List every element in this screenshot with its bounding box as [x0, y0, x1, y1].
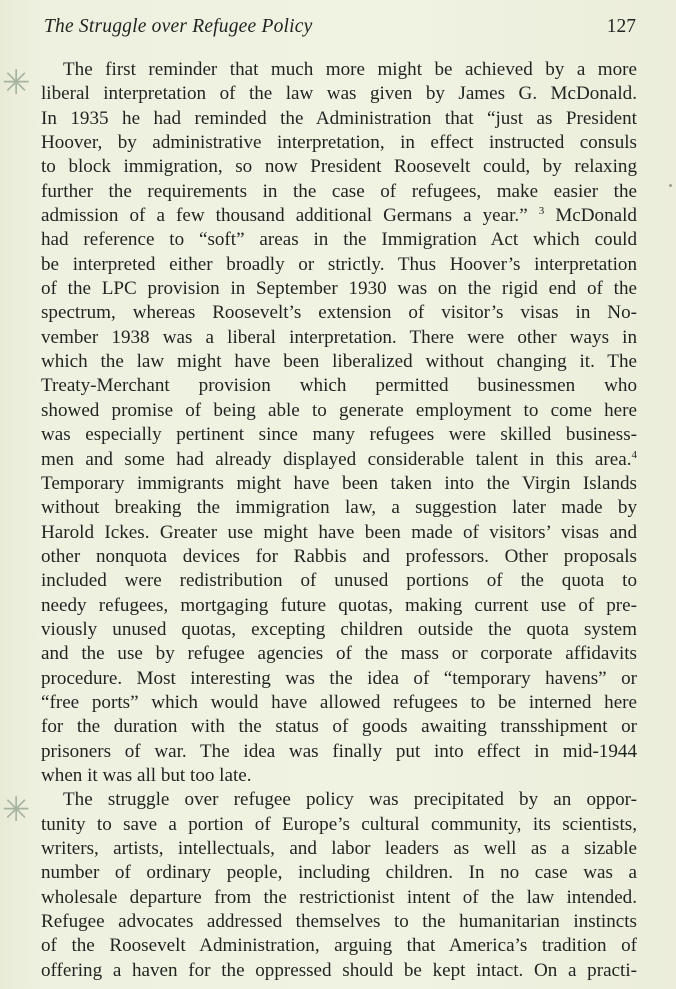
- text-line: was especially pertinent since many refugees were skilled business-: [41, 424, 637, 446]
- text-line: procedure. Most interesting was the idea of “temporary havens” or: [41, 667, 637, 689]
- text-line: Treaty-Merchant provision which permitted businessmen who: [41, 375, 637, 397]
- paragraph-1: [41, 58, 637, 788]
- text-line: In 1935 he had reminded the Administration that “just as President: [41, 107, 637, 129]
- margin-asterisk-icon: ✳: [2, 63, 31, 103]
- paragraph-2: [41, 788, 637, 983]
- text-line: other nonquota devices for Rabbis and professors. Other proposals: [41, 545, 637, 567]
- text-line: number of ordinary people, including children. In no case was a: [41, 862, 637, 884]
- text-line: liberal interpretation of the law was given by James G. McDonald.: [41, 83, 637, 105]
- text-line: further the requirements in the case of refugees, make easier the: [41, 180, 637, 202]
- text-line: vember 1938 was a liberal interpretation. There were other ways in: [41, 326, 637, 348]
- text-line: be interpreted either broadly or strictly. Thus Hoover’s interpretation: [41, 253, 637, 275]
- running-head: [40, 16, 636, 44]
- footnote-ref: 3: [538, 205, 545, 218]
- text-segment: McDonald: [555, 205, 637, 227]
- footnote-ref: 4: [631, 448, 637, 461]
- text-line: had reference to “soft” areas in the Immigration Act which could: [41, 229, 637, 251]
- text-line: Temporary immigrants might have been taken into the Virgin Islands: [41, 472, 637, 494]
- text-line: which the law might have been liberalized without changing it. The: [41, 351, 637, 373]
- text-segment: admission of a few thousand additional Germans a year.”: [41, 205, 528, 227]
- text-line: The struggle over refugee policy was precipitated by an oppor-: [63, 789, 637, 811]
- text-line: Harold Ickes. Greater use might have been made of visitors’ visas and: [41, 521, 637, 543]
- text-line: spectrum, whereas Roosevelt’s extension of visitor’s visas in No-: [41, 302, 637, 324]
- text-line: when it was all but too late.: [41, 764, 252, 786]
- text-line: prisoners of war. The idea was finally put into effect in mid-1944: [41, 740, 637, 762]
- text-line: of the LPC provision in September 1930 was on the rigid end of the: [41, 278, 637, 300]
- text-line: and the use by refugee agencies of the mass or corporate affidavits: [41, 643, 637, 665]
- text-line: needy refugees, mortgaging future quotas, making current use of pre-: [41, 594, 637, 616]
- page-number: 127: [606, 16, 636, 37]
- text-line: The first reminder that much more might be achieved by a more: [63, 59, 637, 80]
- text-line: Refugee advocates addressed themselves to the humanitarian instincts: [41, 911, 637, 933]
- text-line: included were redistribution of unused portions of the quota to: [41, 570, 637, 592]
- margin-asterisk-icon: ✳: [2, 790, 31, 830]
- text-line: offering a haven for the oppressed should be kept intact. On a practi-: [41, 959, 637, 981]
- text-line: Hoover, by administrative interpretation, in effect instructed consuls: [41, 132, 637, 154]
- text-line: without breaking the immigration law, a suggestion later made by: [41, 497, 637, 519]
- text-line: viously unused quotas, excepting children outside the quota system: [41, 618, 637, 640]
- text-line: for the duration with the status of goods awaiting transshipment or: [41, 716, 637, 738]
- text-line: of the Roosevelt Administration, arguing that America’s tradition of: [41, 935, 637, 957]
- text-line: to block immigration, so now President Roosevelt could, by relaxing: [41, 156, 637, 178]
- text-line: tunity to save a portion of Europe’s cultural community, its scientists,: [41, 813, 637, 835]
- text-segment: men and some had already displayed considerable talent in this area.: [41, 448, 632, 470]
- body-text: [41, 58, 637, 983]
- text-line: wholesale departure from the restrictionist intent of the law intended.: [41, 886, 637, 908]
- text-line: “free ports” which would have allowed refugees to be interned here: [41, 691, 637, 713]
- text-line: showed promise of being able to generate employment to come here: [41, 399, 637, 421]
- text-line-with-footnote: [41, 448, 637, 472]
- margin-speck: [669, 184, 672, 187]
- text-line: writers, artists, intellectuals, and labor leaders as well as a sizable: [41, 838, 637, 859]
- text-line-with-footnote: [41, 204, 637, 228]
- running-head-title: The Struggle over Refugee Policy: [44, 16, 313, 37]
